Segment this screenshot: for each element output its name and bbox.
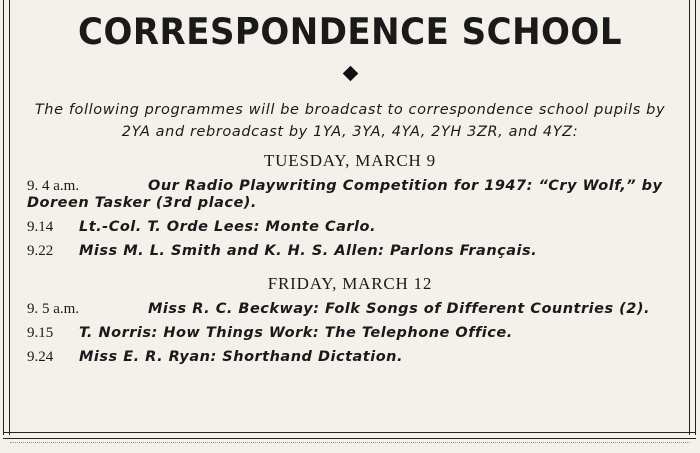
programme-item bbox=[27, 219, 674, 236]
programme-item bbox=[27, 349, 674, 366]
intro-paragraph: The following programmes will be broadcast to correspondence school pupils by 2YA and rebroadcast by 1YA, 3YA, 4YA, 2YH 3ZR, and 4YZ: bbox=[34, 102, 666, 140]
bottom-border bbox=[3, 432, 696, 439]
programme-description: T. Norris: How Things Work: The Telephone Office. bbox=[79, 325, 513, 341]
right-border bbox=[689, 0, 696, 435]
programme-time: 9. 4 a.m. bbox=[27, 178, 80, 194]
page-edge bbox=[10, 442, 690, 451]
programme-description: Our Radio Playwriting Competition for 1947: “Cry Wolf,” by Doreen Tasker (3rd place). bbox=[27, 178, 663, 211]
programme-item bbox=[27, 178, 674, 212]
programme-time: 9. 5 a.m. bbox=[27, 301, 80, 317]
article-title: CORRESPONDENCE SCHOOL bbox=[78, 10, 622, 54]
day-heading-friday: FRIDAY, MARCH 12 bbox=[267, 274, 433, 293]
programme-item bbox=[27, 243, 674, 260]
programme-time: 9.14 bbox=[27, 219, 54, 235]
diamond-ornament-icon bbox=[342, 66, 358, 82]
article bbox=[20, 0, 680, 366]
programme-time: 9.22 bbox=[27, 243, 54, 259]
programme-description: Miss M. L. Smith and K. H. S. Allen: Parlons Français. bbox=[79, 243, 538, 259]
left-border bbox=[3, 0, 10, 435]
programme-item bbox=[27, 301, 674, 318]
programme-description: Lt.-Col. T. Orde Lees: Monte Carlo. bbox=[79, 219, 376, 235]
programme-time: 9.15 bbox=[27, 325, 54, 341]
day-heading-tuesday: TUESDAY, MARCH 9 bbox=[264, 151, 436, 170]
programme-item bbox=[27, 325, 674, 342]
programme-time: 9.24 bbox=[27, 349, 54, 365]
programme-description: Miss R. C. Beckway: Folk Songs of Different Countries (2). bbox=[148, 301, 650, 317]
programme-description: Miss E. R. Ryan: Shorthand Dictation. bbox=[79, 349, 403, 365]
